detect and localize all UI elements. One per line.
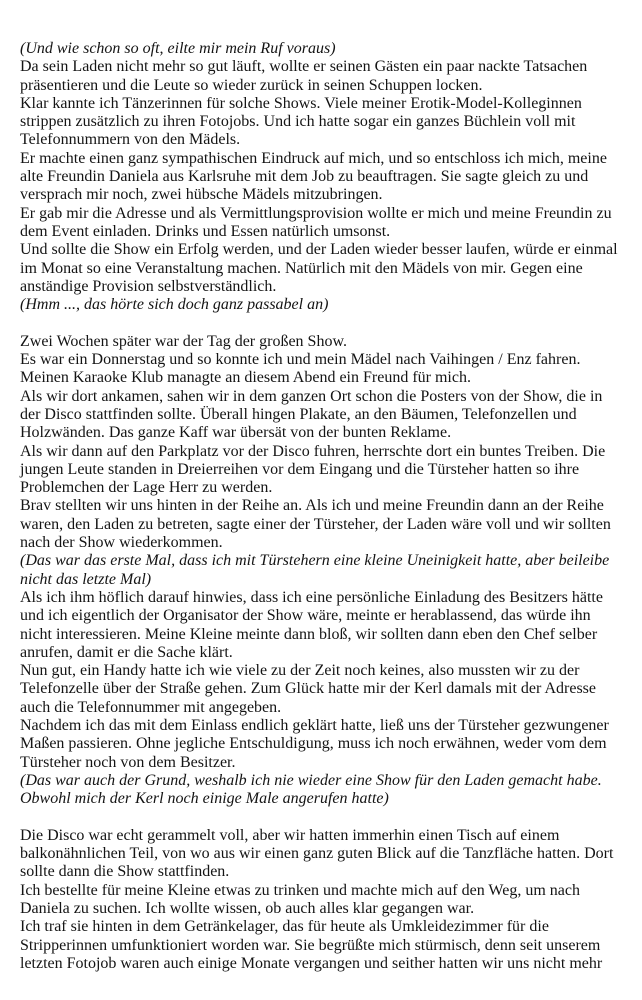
story-paragraph: Ich traf sie hinten in dem Getränkelager, das für heute als Umkleidezimmer für die Stripperinnen umfunktioniert worden war. Sie begrüßte mich stürmisch, denn seit unserem letzten Fotojob waren auch einige Monate vergangen und seither hatten wir uns nicht mehr — [20, 918, 603, 972]
text-section — [20, 40, 624, 314]
story-paragraph: Er machte einen ganz sympathischen Eindruck auf mich, und so entschloss ich mich, meine alte Freundin Daniela aus Karlsruhe mit dem Job zu beauftragen. Sie sagte gleich zu und versprach mir noch, zwei hübsche Mädels mitzubringen. — [20, 149, 607, 204]
aside-paragraph: (Das war das erste Mal, dass ich mit Türstehern eine kleine Uneinigkeit hatte, aber beileibe nicht das letzte Mal) — [20, 552, 610, 588]
story-paragraph: Nachdem ich das mit dem Einlass endlich geklärt hatte, ließ uns der Türsteher gezwungener Maßen passieren. Ohne jegliche Entschuldigung, muss ich noch erwähnen, weder vom dem Türsteher noch von dem Besitzer. — [20, 716, 609, 771]
story-paragraph: Und sollte die Show ein Erfolg werden, und der Laden wieder besser laufen, würde er einmal im Monat so eine Veranstaltung machen. Natürlich mit den Mädels von mir. Gegen eine anständige Provision selbstverständlich. — [20, 241, 618, 295]
story-paragraph: Da sein Laden nicht mehr so gut läuft, wollte er seinen Gästen ein paar nackte Tatsachen präsentieren und die Leute so wieder zurück in seinen Schuppen locken. — [20, 58, 588, 94]
story-paragraph: Er gab mir die Adresse und als Vermittlungsprovision wollte er mich und meine Freundin zu dem Event einladen. Drinks und Essen natürlich umsonst. — [20, 204, 612, 240]
story-paragraph: Klar kannte ich Tänzerinnen für solche Shows. Viele meiner Erotik-Model-Kolleginnen strippen zusätzlich zu ihren Fotojobs. Und ich hatte sogar ein ganzes Büchlein voll mit Telefonnummern von den Mädels. — [20, 94, 582, 149]
aside-paragraph: (Das war auch der Grund, weshalb ich nie wieder eine Show für den Laden gemacht habe. Obwohl mich der Kerl noch einige Male angerufen hatte) — [20, 771, 602, 808]
aside-paragraph: (Und wie schon so oft, eilte mir mein Ruf voraus) — [20, 40, 336, 57]
story-text — [20, 40, 624, 973]
story-paragraph: Die Disco war echt gerammelt voll, aber wir hatten immerhin einen Tisch auf einem balkonähnlichen Teil, von wo aus wir einen ganz guten Blick auf die Tanzfläche hatten. Dort sollte dann die Show stattfinden. — [20, 826, 614, 881]
story-paragraph: Ich bestellte für meine Kleine etwas zu trinken und machte mich auf den Weg, um nach Daniela zu suchen. Ich wollte wissen, ob auch alles klar gegangen war. — [20, 881, 580, 917]
story-paragraph: Zwei Wochen später war der Tag der großen Show. — [20, 332, 347, 350]
story-paragraph: Als wir dort ankamen, sahen wir in dem ganzen Ort schon die Posters von der Show, die in der Disco stattfinden sollte. Überall hingen Plakate, an den Bäumen, Telefonzellen und Holzwänden. Das ganze Kaff war übersät von der bunten Reklame. — [20, 387, 603, 442]
text-section — [20, 827, 624, 973]
aside-paragraph: (Hmm ..., das hörte sich doch ganz passabel an) — [20, 296, 329, 314]
story-paragraph: Nun gut, ein Handy hatte ich wie viele zu der Zeit noch keines, also mussten wir zu der Telefonzelle über der Straße gehen. Zum Glück hatte mir der Kerl damals mit der Adresse auch die Telefonnummer mit angegeben. — [20, 662, 596, 716]
text-section — [20, 333, 624, 809]
story-paragraph: Brav stellten wir uns hinten in der Reihe an. Als ich und meine Freundin dann an der Reihe waren, den Laden zu betreten, sagte einer der Türsteher, der Laden wäre voll und wir sollten nach der Show wiederkommen. — [20, 497, 611, 552]
story-paragraph: Als wir dann auf den Parkplatz vor der Disco fuhren, herrschte dort ein buntes Treiben. Die jungen Leute standen in Dreierreihen vor dem Eingang und die Türsteher hatten so ihre Problemchen der Lage Herr zu werden. — [20, 442, 606, 497]
story-paragraph: Es war ein Donnerstag und so konnte ich und mein Mädel nach Vaihingen / Enz fahren. Meinen Karaoke Klub managte an diesem Abend ein Freund für mich. — [20, 351, 581, 387]
story-paragraph: Als ich ihm höflich darauf hinwies, dass ich eine persönliche Einladung des Besitzers hätte und ich eigentlich der Organisator der Show wäre, meinte er herablassend, das würde ihn nicht interessieren. Meine Kleine meinte dann bloß, wir sollten dann eben den Chef selber anrufen, damit er die Sache klärt. — [20, 588, 603, 661]
